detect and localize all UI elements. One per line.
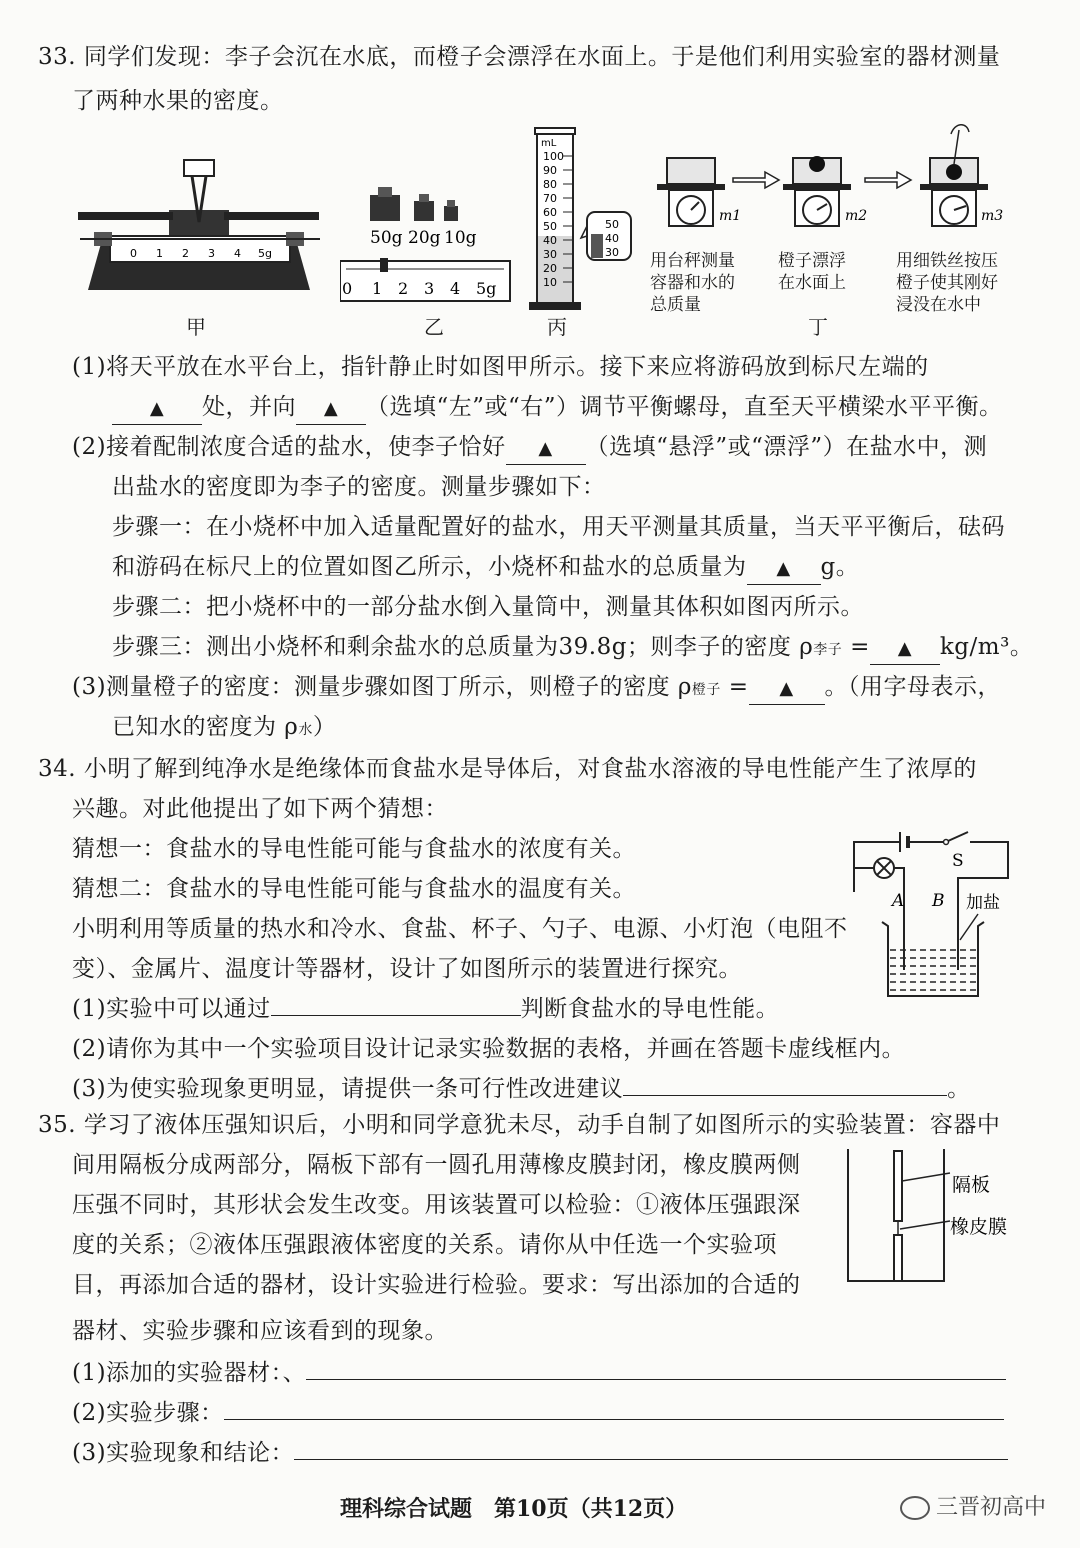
balance-figure <box>74 150 324 305</box>
q33-step3: 步骤三：测出小烧杯和剩余盐水的总质量为39.8g；则李子的密度 ρ李子 = ▲ kg/m³。 <box>112 632 1033 665</box>
ruler-tick-0: 0 <box>342 279 353 298</box>
q33-step1b: 和游码在标尺上的位置如图乙所示，小烧杯和盐水的总质量为 ▲ g。 <box>112 552 859 585</box>
cylinder-tick-70: 70 <box>543 192 557 205</box>
cylinder-tick-40: 40 <box>543 234 557 247</box>
m1-label: m1 <box>719 208 742 224</box>
q34-line5: 小明利用等质量的热水和冷水、食盐、杯子、勺子、电源、小灯泡（电阻不 <box>72 916 848 942</box>
q33-line1: 33. 同学们发现：李子会沉在水底，而橙子会漂浮在水面上。于是他们利用实验室的器材测量 <box>38 44 1001 70</box>
answer-blank: ▲ <box>506 432 586 465</box>
weight-label-50g: 50g <box>370 228 403 248</box>
caption-1-line2: 容器和水的 <box>650 273 735 293</box>
q33-p3a: (3)测量橙子的密度：测量步骤如图丁所示，则橙子的密度 ρ橙子 = ▲ 。（用字母表示， <box>72 672 1001 705</box>
fig-label-yi: 乙 <box>424 315 444 339</box>
cylinder-figure <box>525 126 640 316</box>
caption-2-line1: 橙子漂浮 <box>778 251 846 271</box>
caption-3-line3: 浸没在水中 <box>896 295 981 315</box>
ruler-tick-5: 5g <box>476 279 497 298</box>
q33-p2a: (2)接着配制浓度合适的盐水，使李子恰好 ▲ （选填“悬浮”或“漂浮”）在盐水中，测 <box>72 432 987 465</box>
page-footer: 理科综合试题 第10页（共12页） <box>340 1496 688 1522</box>
scales-figure <box>655 120 1020 230</box>
weight-label-20g: 20g <box>408 228 441 248</box>
q34-line3: 猜想一：食盐水的导电性能可能与食盐水的浓度有关。 <box>72 836 636 862</box>
answer-blank <box>306 1379 1006 1380</box>
caption-2-line2: 在水面上 <box>778 273 846 293</box>
fig-label-bing: 丙 <box>547 315 567 339</box>
balance-tick-5: 5g <box>258 247 272 260</box>
answer-blank: ▲ <box>749 672 825 705</box>
cylinder-tick-50: 50 <box>543 220 557 233</box>
answer-blank <box>271 1015 521 1016</box>
q33-p2b: 出盐水的密度即为李子的密度。测量步骤如下： <box>112 474 606 500</box>
balance-tick-4: 4 <box>234 247 241 260</box>
m3-label: m3 <box>981 208 1004 224</box>
rubber-film-label: 橡皮膜 <box>950 1216 1008 1238</box>
fig-label-ding: 丁 <box>808 315 828 339</box>
q34-line2: 兴趣。对此他提出了如下两个猜想： <box>72 796 448 822</box>
q35-answer1: (1)添加的实验器材：、 <box>72 1358 1006 1388</box>
weight-label-10g: 10g <box>444 228 477 248</box>
caption-3-line1: 用细铁丝按压 <box>896 251 998 271</box>
cylinder-tick-20: 20 <box>543 262 557 275</box>
q35-line4: 度的关系；②液体压强跟液体密度的关系。请你从中任选一个实验项 <box>72 1232 777 1258</box>
weights-figure <box>340 185 515 305</box>
ruler-tick-4: 4 <box>450 279 461 298</box>
caption-3-line2: 橙子使其刚好 <box>896 273 998 293</box>
q33-p1b: ▲ 处，并向 ▲ （选填“左”或“右”）调节平衡螺母，直至天平横梁水平平衡。 <box>112 392 1003 425</box>
answer-blank <box>294 1459 1008 1460</box>
cylinder-tick-80: 80 <box>543 178 557 191</box>
q35-answer2: (2)实验步骤： <box>72 1398 1004 1428</box>
watermark: 三晋初高中 <box>900 1490 1046 1521</box>
container-figure <box>840 1145 1020 1285</box>
q33-step2: 步骤二：把小烧杯中的一部分盐水倒入量筒中，测量其体积如图丙所示。 <box>112 594 864 620</box>
fig-label-jia: 甲 <box>186 315 206 339</box>
plate-A-label: A <box>892 891 905 911</box>
ruler-tick-3: 3 <box>424 279 435 298</box>
plate-B-label: B <box>932 891 945 911</box>
q33-line2: 了两种水果的密度。 <box>72 88 284 114</box>
add-salt-label: 加盐 <box>966 893 1000 913</box>
q35-line1: 35. 学习了液体压强知识后，小明和同学意犹未尽，动手自制了如图所示的实验装置：容器中 <box>38 1112 1001 1138</box>
cylinder-tick-100: 100 <box>543 150 564 163</box>
zoom-tick-50: 50 <box>605 218 619 231</box>
answer-blank: ▲ <box>112 392 202 425</box>
q34-line6: 变）、金属片、温度计等器材，设计了如图所示的装置进行探究。 <box>72 956 742 982</box>
balance-tick-2: 2 <box>182 247 189 260</box>
cylinder-tick-10: 10 <box>543 276 557 289</box>
q33-p3b: 已知水的密度为 ρ水） <box>112 714 337 740</box>
q35-line5: 目，再添加合适的器材，设计实验进行检验。要求：写出添加的合适的 <box>72 1272 801 1298</box>
cylinder-unit: mL <box>541 138 557 149</box>
answer-blank: ▲ <box>296 392 366 425</box>
cylinder-tick-90: 90 <box>543 164 557 177</box>
q33-p1a: (1)将天平放在水平台上，指针静止时如图甲所示。接下来应将游码放到标尺左端的 <box>72 354 929 380</box>
caption-1-line3: 总质量 <box>650 295 701 315</box>
q35-line3: 压强不同时，其形状会发生改变。用该装置可以检验：①液体压强跟深 <box>72 1192 801 1218</box>
answer-blank <box>623 1095 947 1096</box>
balance-tick-0: 0 <box>130 247 137 260</box>
answer-blank: ▲ <box>870 632 940 665</box>
zoom-tick-40: 40 <box>605 232 619 245</box>
cylinder-tick-60: 60 <box>543 206 557 219</box>
q34-line9: (3)为使实验现象更明显，请提供一条可行性改进建议 。 <box>72 1076 971 1102</box>
balance-tick-3: 3 <box>208 247 215 260</box>
zoom-tick-30: 30 <box>605 246 619 259</box>
ruler-tick-2: 2 <box>398 279 409 298</box>
answer-blank: ▲ <box>747 552 821 585</box>
q33-step1a: 步骤一：在小烧杯中加入适量配置好的盐水，用天平测量其质量，当天平平衡后，砝码 <box>112 514 1005 540</box>
cylinder-tick-30: 30 <box>543 248 557 261</box>
switch-S-label: S <box>952 851 964 871</box>
caption-1-line1: 用台秤测量 <box>650 251 735 271</box>
answer-blank <box>224 1419 1004 1420</box>
m2-label: m2 <box>845 208 868 224</box>
q34-line7: (1)实验中可以通过 判断食盐水的导电性能。 <box>72 996 780 1022</box>
balance-tick-1: 1 <box>156 247 163 260</box>
circuit-figure <box>848 820 1018 1005</box>
q34-line4: 猜想二：食盐水的导电性能可能与食盐水的温度有关。 <box>72 876 636 902</box>
ruler-tick-1: 1 <box>372 279 383 298</box>
partition-label: 隔板 <box>952 1174 991 1196</box>
q35-answer3: (3)实验现象和结论： <box>72 1438 1008 1468</box>
q34-line1: 34. 小明了解到纯净水是绝缘体而食盐水是导体后，对食盐水溶液的导电性能产生了浓厚的 <box>38 756 977 782</box>
q34-line8: (2)请你为其中一个实验项目设计记录实验数据的表格，并画在答题卡虚线框内。 <box>72 1036 906 1062</box>
q35-line2: 间用隔板分成两部分，隔板下部有一圆孔用薄橡皮膜封闭，橡皮膜两侧 <box>72 1152 801 1178</box>
wechat-icon <box>900 1496 930 1520</box>
q35-line6: 器材、实验步骤和应该看到的现象。 <box>72 1318 448 1344</box>
